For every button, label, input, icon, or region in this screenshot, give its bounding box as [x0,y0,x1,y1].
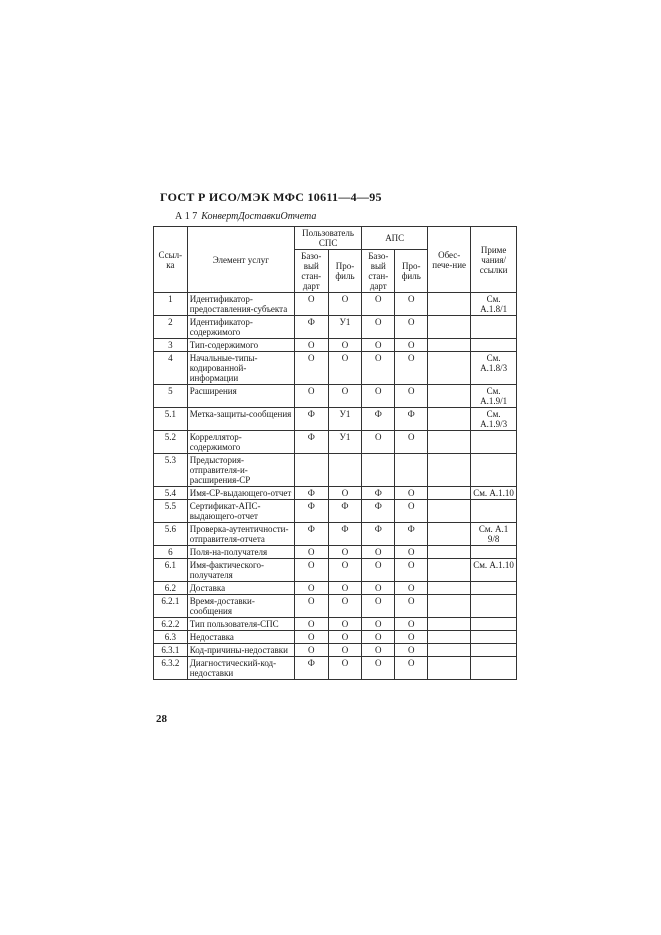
row-user-base: Ф [294,500,328,523]
row-ans-profile: О [395,487,428,500]
row-note [471,595,517,618]
row-user-base: О [294,385,328,408]
table-body [154,293,517,680]
row-element: Начальные-типы-кодированной-информации [187,352,294,385]
row-ans-profile: О [395,618,428,631]
row-ans-base: О [362,644,395,657]
row-ref: 4 [154,352,188,385]
row-user-profile: Ф [328,500,362,523]
row-ref: 6.2 [154,582,188,595]
table-row [154,385,517,408]
row-ans-profile: О [395,352,428,385]
row-element: Код-причины-недоставки [187,644,294,657]
row-ans-base: О [362,431,395,454]
row-user-profile: О [328,487,362,500]
row-ans-profile: О [395,631,428,644]
row-ans-base: О [362,293,395,316]
page-number: 28 [156,713,167,725]
row-ans-base: О [362,657,395,680]
row-element: Расширения [187,385,294,408]
row-ref: 5.5 [154,500,188,523]
row-support [428,487,471,500]
row-note: См. А.1.9/1 [471,385,517,408]
row-ans-profile: О [395,595,428,618]
row-user-profile: О [328,559,362,582]
table-row [154,631,517,644]
row-user-profile [328,454,362,487]
row-element: Доставка [187,582,294,595]
row-user-profile: О [328,657,362,680]
row-support [428,454,471,487]
document-header: ГОСТ Р ИСО/МЭК МФС 10611—4—95 [160,190,382,204]
table-caption [175,211,316,222]
row-support [428,500,471,523]
row-ref: 6.3.2 [154,657,188,680]
row-support [428,559,471,582]
row-element: Диагностический-код-недоставки [187,657,294,680]
row-support [428,644,471,657]
row-user-profile: У1 [328,431,362,454]
col-user-profile-header: Про-филь [328,250,362,293]
row-ref: 5.3 [154,454,188,487]
row-ref: 6.2.2 [154,618,188,631]
row-ans-base: О [362,559,395,582]
row-user-base [294,454,328,487]
col-user-group-header: Пользователь СПС [294,227,361,250]
row-user-base: О [294,595,328,618]
row-ans-profile: О [395,431,428,454]
table-row [154,546,517,559]
row-support [428,316,471,339]
col-ans-base-header: Базо-вый стан-дарт [362,250,395,293]
row-ans-base [362,454,395,487]
table-row [154,431,517,454]
row-note [471,546,517,559]
row-element: Метка-защиты-сообщения [187,408,294,431]
row-support [428,582,471,595]
table-row [154,618,517,631]
row-user-base: Ф [294,487,328,500]
row-note [471,618,517,631]
row-element: Поля-на-получателя [187,546,294,559]
row-user-profile: О [328,352,362,385]
table-row [154,559,517,582]
row-note [471,316,517,339]
row-user-profile: О [328,644,362,657]
row-element: Имя-СР-выдающего-отчет [187,487,294,500]
table-row [154,500,517,523]
table-row [154,339,517,352]
row-ans-base: О [362,385,395,408]
row-note: См. А.1.8/1 [471,293,517,316]
row-note: См. А.1.8/3 [471,352,517,385]
row-user-base: О [294,546,328,559]
table-row [154,595,517,618]
service-elements-table [153,226,517,680]
row-ref: 5.1 [154,408,188,431]
row-note [471,631,517,644]
row-ans-profile: О [395,582,428,595]
row-ans-profile: Ф [395,523,428,546]
row-note [471,582,517,595]
row-support [428,523,471,546]
row-ref: 5.2 [154,431,188,454]
row-ref: 6 [154,546,188,559]
row-ans-profile: Ф [395,408,428,431]
table-row [154,582,517,595]
row-ref: 6.1 [154,559,188,582]
row-user-profile: О [328,385,362,408]
row-element: Тип пользователя-СПС [187,618,294,631]
row-user-base: Ф [294,431,328,454]
table-row [154,352,517,385]
row-user-profile: О [328,618,362,631]
row-ans-profile: О [395,385,428,408]
row-user-base: Ф [294,408,328,431]
row-support [428,657,471,680]
row-user-profile: У1 [328,408,362,431]
row-ans-base: О [362,546,395,559]
row-user-profile: Ф [328,523,362,546]
row-support [428,618,471,631]
row-user-base: О [294,559,328,582]
row-ans-profile: О [395,657,428,680]
row-note [471,657,517,680]
table-row [154,487,517,500]
row-ans-base: О [362,352,395,385]
row-ans-profile: О [395,293,428,316]
col-notes-header: Приме чания/ ссылки [471,227,517,293]
row-note [471,500,517,523]
row-ref: 1 [154,293,188,316]
table-row [154,316,517,339]
row-ans-base: Ф [362,487,395,500]
row-ans-base: О [362,339,395,352]
row-support [428,431,471,454]
table-row [154,408,517,431]
row-ans-base: О [362,316,395,339]
row-user-base: О [294,582,328,595]
row-user-profile: О [328,546,362,559]
row-ans-profile: О [395,500,428,523]
table-row [154,657,517,680]
table-row [154,293,517,316]
row-element: Корреллятор-содержимого [187,431,294,454]
row-ans-profile: О [395,559,428,582]
row-ans-base: О [362,595,395,618]
row-note: См. А.1.10 [471,487,517,500]
row-ref: 5.6 [154,523,188,546]
row-ans-profile: О [395,546,428,559]
table-number: А 1 7 [175,211,198,222]
row-ans-profile [395,454,428,487]
row-user-base: О [294,339,328,352]
row-user-profile: О [328,339,362,352]
row-note: См. А.1 9/8 [471,523,517,546]
col-support-header: Обес-пече-ние [428,227,471,293]
row-note: См. А.1.10 [471,559,517,582]
row-user-profile: О [328,631,362,644]
col-element-header: Элемент услуг [187,227,294,293]
row-user-profile: У1 [328,316,362,339]
row-element: Проверка-аутентичности-отправителя-отчета [187,523,294,546]
row-user-base: Ф [294,657,328,680]
row-support [428,385,471,408]
row-element: Время-доставки-сообщения [187,595,294,618]
table-row [154,523,517,546]
col-ans-profile-header: Про-филь [395,250,428,293]
row-ans-base: О [362,618,395,631]
col-ans-group-header: АПС [362,227,428,250]
row-ans-profile: О [395,339,428,352]
row-user-profile: О [328,293,362,316]
row-user-base: О [294,618,328,631]
row-support [428,595,471,618]
row-element: Идентификатор-содержимого [187,316,294,339]
row-element: Недоставка [187,631,294,644]
row-ans-base: О [362,631,395,644]
row-ans-base: Ф [362,523,395,546]
row-ref: 2 [154,316,188,339]
row-support [428,352,471,385]
row-ref: 6.3.1 [154,644,188,657]
row-user-profile: О [328,595,362,618]
row-ref: 3 [154,339,188,352]
row-ref: 5.4 [154,487,188,500]
row-element: Имя-фактического-получателя [187,559,294,582]
col-user-base-header: Базо-вый стан-дарт [294,250,328,293]
row-user-base: О [294,644,328,657]
row-ref: 6.3 [154,631,188,644]
row-support [428,293,471,316]
row-support [428,631,471,644]
row-element: Сертификат-АПС-выдающего-отчет [187,500,294,523]
row-note [471,644,517,657]
row-element: Тип-содержимого [187,339,294,352]
row-ans-profile: О [395,316,428,339]
row-element: Идентификатор-предоставления-субъекта [187,293,294,316]
row-ans-base: Ф [362,408,395,431]
row-support [428,408,471,431]
row-user-base: О [294,631,328,644]
row-ans-base: О [362,582,395,595]
row-user-base: Ф [294,316,328,339]
row-note [471,431,517,454]
row-ref: 6.2.1 [154,595,188,618]
row-note [471,339,517,352]
table-row [154,454,517,487]
table-row [154,644,517,657]
row-user-profile: О [328,582,362,595]
row-element: Предыстория-отправителя-и-расширения-СР [187,454,294,487]
col-ref-header: Ссыл-ка [154,227,188,293]
row-user-base: О [294,352,328,385]
row-user-base: Ф [294,523,328,546]
row-support [428,546,471,559]
row-ans-profile: О [395,644,428,657]
row-note [471,454,517,487]
row-note: См. А.1.9/3 [471,408,517,431]
row-ans-base: Ф [362,500,395,523]
table-title: КонвертДоставкиОтчета [201,211,317,222]
row-support [428,339,471,352]
row-ref: 5 [154,385,188,408]
row-user-base: О [294,293,328,316]
